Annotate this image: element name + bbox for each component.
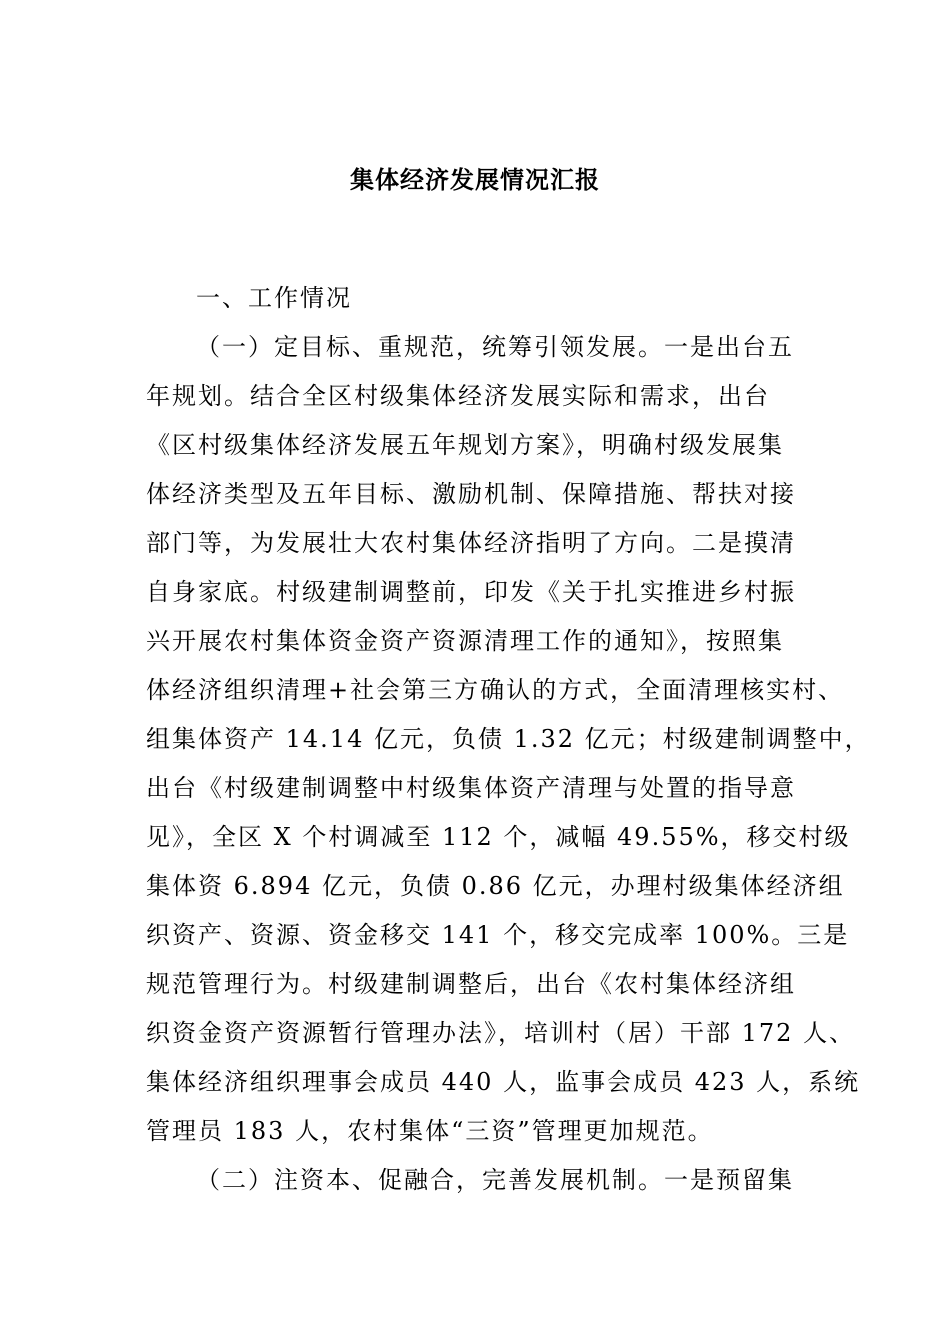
paragraph-line: 集体经济组织理事会成员 440 人，监事会成员 423 人，系统	[146, 1068, 861, 1096]
paragraph-line: 兴开展农村集体资金资产资源清理工作的通知》，按照集	[146, 627, 784, 655]
paragraph-line: 体经济类型及五年目标、激励机制、保障措施、帮扶对接	[146, 480, 796, 508]
paragraph-line: 体经济组织清理+社会第三方确认的方式，全面清理核实村、	[146, 676, 845, 704]
paragraph-line: （一）定目标、重规范，统筹引领发展。一是出台五	[196, 333, 794, 361]
section-heading: 一、工作情况	[196, 284, 352, 312]
paragraph-line: （二）注资本、促融合，完善发展机制。一是预留集	[196, 1166, 794, 1194]
paragraph-line: 见》，全区 X 个村调减至 112 个，减幅 49.55%，移交村级	[146, 823, 851, 851]
paragraph-line: 集体资 6.894 亿元，负债 0.86 亿元，办理村级集体经济组	[146, 872, 845, 900]
paragraph-line: 自身家底。村级建制调整前，印发《关于扎实推进乡村振	[146, 578, 796, 606]
paragraph-line: 织资产、资源、资金移交 141 个，移交完成率 100%。三是	[146, 921, 850, 949]
document-title: 集体经济发展情况汇报	[350, 165, 600, 194]
document-body	[146, 274, 871, 1205]
paragraph-line: 规范管理行为。村级建制调整后，出台《农村集体经济组	[146, 970, 796, 998]
paragraph-line: 《区村级集体经济发展五年规划方案》，明确村级发展集	[146, 431, 784, 459]
paragraph-line: 出台《村级建制调整中村级集体资产清理与处置的指导意	[146, 774, 796, 802]
paragraph-line: 年规划。结合全区村级集体经济发展实际和需求，出台	[146, 382, 770, 410]
paragraph-line: 组集体资产 14.14 亿元，负债 1.32 亿元；村级建制调整中，	[146, 725, 871, 753]
paragraph-line: 管理员 183 人，农村集体“三资”管理更加规范。	[146, 1117, 714, 1145]
paragraph-line: 织资金资产资源暂行管理办法》，培训村（居）干部 172 人、	[146, 1019, 856, 1047]
paragraph-line: 部门等，为发展壮大农村集体经济指明了方向。二是摸清	[146, 529, 796, 557]
